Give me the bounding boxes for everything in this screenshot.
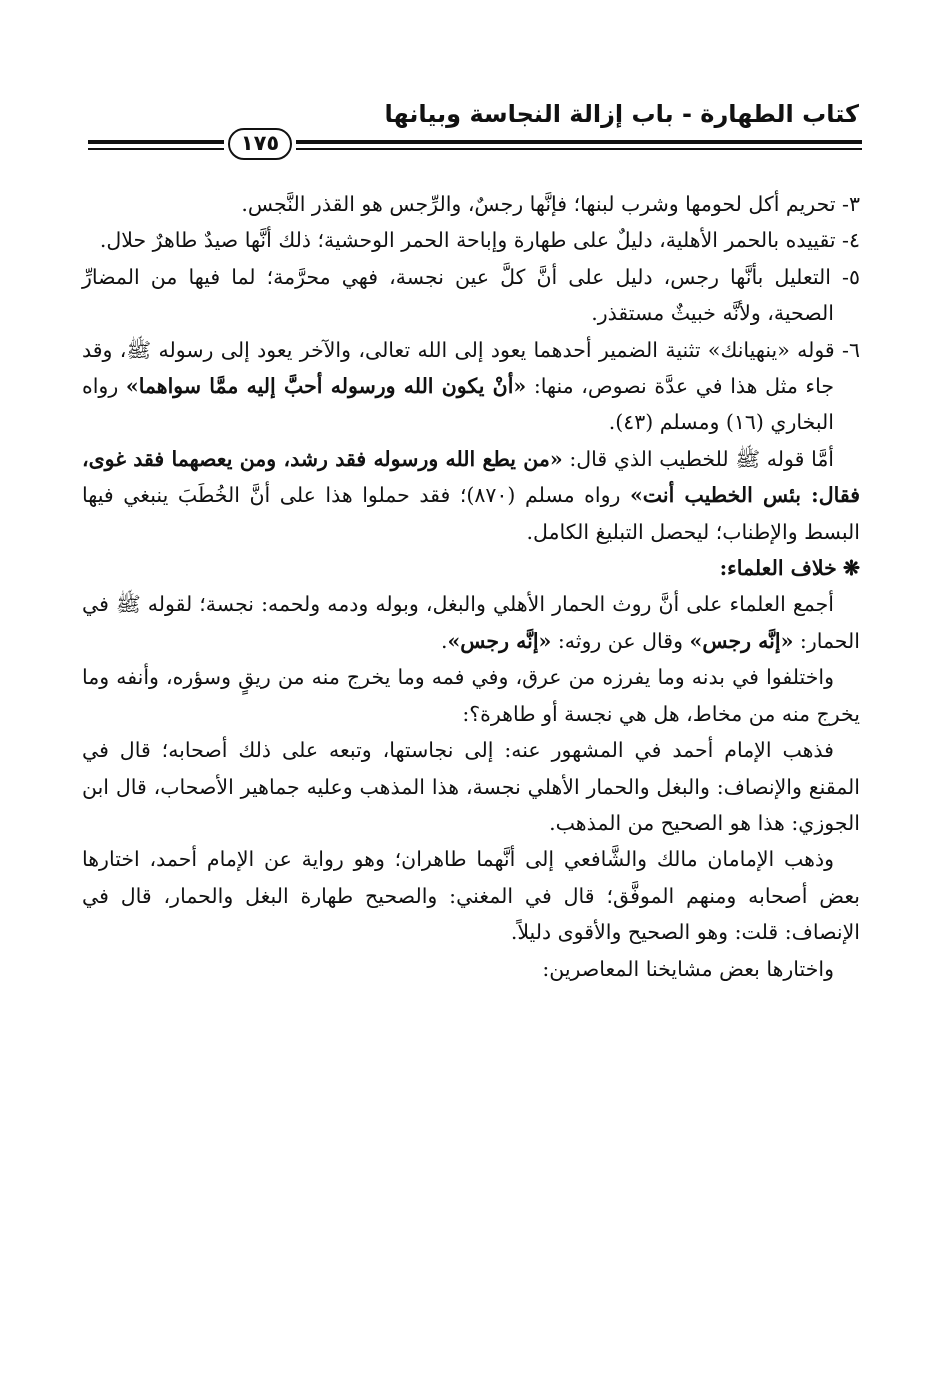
disagreement-paragraph: واختلفوا في بدنه وما يفرزه من عرق، وفي فمه وما يخرج منه من ريقٍ وسؤره، وأنفه وما يخرج منه من مخاط، هل هي نجسة أو طاهرة؟: [82, 665, 860, 726]
consensus-paragraph [82, 586, 860, 659]
ahmad-view-paragraph: فذهب الإمام أحمد في المشهور عنه: إلى نجاستها، وتبعه على ذلك أصحابه؛ قال في المقنع والإنصاف: والبغل والحمار الأهلي نجسة، هذا المذهب وعليه جماهير الأصحاب، قال ابن الجوزي: هذا هو الصحيح من المذهب. [82, 738, 860, 835]
running-header-title: كتاب الطهارة - باب إزالة النجاسة وبيانها [384, 100, 859, 128]
point-4: ٤- تقييده بالحمر الأهلية، دليلٌ على طهارة وإباحة الحمر الوحشية؛ ذلك أنَّها صيدٌ طاهرٌ حلال. [99, 228, 860, 253]
point-6-text-a: ٦- قوله «ينهيانك» تثنية الضمير أحدهما يعود إلى الله تعالى، والآخر يعود إلى رسوله ﷺ، وقد جاء مثل هذا في عدَّة نصوص، منها: [82, 337, 860, 399]
consensus-text-c: وقال عن روثه: [551, 628, 690, 653]
point-6-text-c: رواه البخاري (١٦) ومسلم (٤٣). [82, 374, 834, 435]
contemporary-view-paragraph: واختارها بعض مشايخنا المعاصرين: [542, 956, 834, 981]
hadith-quote-love: «أنْ يكون الله ورسوله أحبَّ إليه ممَّا سواهما» [125, 374, 527, 399]
point-5: ٥- التعليل بأنَّها رجس، دليل على أنَّ كلَّ عين نجسة، فهي محرَّمة؛ لما فيها من المضارِّ الصحية، ولأنَّه خبيثٌ مستقذر. [82, 264, 860, 326]
hadith-quote-khatib: «من يطع الله ورسوله فقد رشد، ومن يعصهما فقد غوى، فقال: بئس الخطيب أنت» [82, 446, 861, 508]
header-rule-right-thin [296, 148, 862, 150]
hadith-quote-rijs-1: «إنَّه رجس» [689, 628, 794, 653]
page-number: ١٧٥ [228, 128, 292, 160]
consensus-text-a: أجمع العلماء على أنَّ روث الحمار الأهلي والبغل، وبوله ودمه ولحمه: نجسة؛ لقوله ﷺ في الحمار: [82, 592, 860, 653]
consensus-text-e: . [440, 628, 448, 653]
hadith-quote-rijs-2: «إنَّه رجس» [447, 628, 552, 653]
malik-shafii-view-paragraph: وذهب الإمامان مالك والشَّافعي إلى أنَّهما طاهران؛ وهو رواية عن الإمام أحمد، اختارها بعض أصحابه ومنهم الموفَّق؛ قال في المغني: والصحيح طهارة البغل والحمار، قال في الإنصاف: قلت: وهو الصحيح والأقوى دليلاً. [82, 847, 860, 945]
khatib-paragraph [82, 441, 860, 550]
header-rule-right-thick [296, 140, 862, 144]
section-heading-text: خلاف العلماء: [719, 556, 837, 581]
body-text [82, 186, 860, 987]
header-rule-left [88, 140, 224, 154]
header-rule-left-thin [88, 148, 224, 150]
khatib-text-c: رواه مسلم (٨٧٠)؛ فقد حملوا هذا على أنَّ الخُطَبَ ينبغي فيها البسط والإطناب؛ ليحصل التبليغ الكامل. [82, 483, 860, 544]
header-rule-left-thick [88, 140, 224, 144]
section-heading [82, 550, 860, 586]
khatib-text-a: أمَّا قوله ﷺ للخطيب الذي قال: [562, 446, 835, 471]
header-rule-right [296, 140, 862, 154]
point-3: ٣- تحريم أكل لحومها وشرب لبنها؛ فإنَّها رجسٌ، والرِّجس هو القذر النَّجس. [241, 192, 860, 216]
star-icon: ❋ [842, 556, 860, 581]
point-6 [82, 332, 860, 441]
